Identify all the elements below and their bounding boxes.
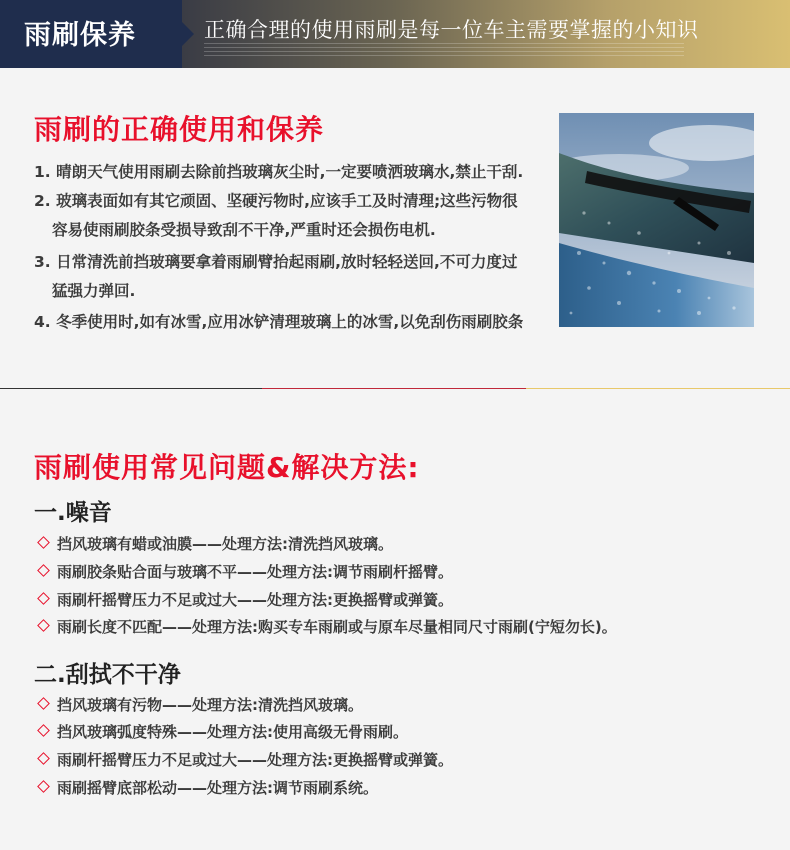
rule-line: 3. 日常清洗前挡玻璃要拿着雨刷臂抬起雨刷,放时轻轻送回,不可力度过: [34, 253, 518, 271]
list-item-text: 雨刷杆摇臂压力不足或过大——处理方法:更换摇臂或弹簧。: [57, 591, 454, 609]
windshield-wiper-photo: [559, 113, 754, 327]
list-item-text: 雨刷胶条贴合面与玻璃不平——处理方法:调节雨刷杆摇臂。: [57, 563, 454, 581]
diamond-outline-icon: [37, 752, 50, 765]
section-title-usage-care: 雨刷的正确使用和保养: [34, 113, 325, 146]
rule-line: 1. 晴朗天气使用雨刷去除前挡玻璃灰尘时,一定要喷洒玻璃水,禁止干刮.: [34, 163, 524, 181]
banner-fine-print-texture: [204, 42, 684, 56]
rule-line: 猛强力弹回.: [52, 282, 136, 300]
subheading-unclean: 二.刮拭不干净: [34, 662, 181, 688]
list-item-text: 挡风玻璃弧度特殊——处理方法:使用高级无骨雨刷。: [57, 723, 409, 741]
list-item-text: 雨刷长度不匹配——处理方法:购买专车雨刷或与原车尽量相同尺寸雨刷(宁短勿长)。: [57, 618, 617, 636]
diamond-outline-icon: [37, 724, 50, 737]
diamond-outline-icon: [37, 780, 50, 793]
divider-segment: [262, 388, 526, 389]
section-divider: [0, 388, 790, 390]
divider-segment: [0, 388, 262, 389]
list-item-text: 雨刷摇臂底部松动——处理方法:调节雨刷系统。: [57, 779, 379, 797]
rule-line: 容易使雨刷胶条受损导致刮不干净,严重时还会损伤电机.: [52, 221, 436, 239]
diamond-outline-icon: [37, 619, 50, 632]
banner-title: 雨刷保养: [24, 20, 136, 51]
diamond-outline-icon: [37, 697, 50, 710]
triangle-right-icon: [182, 22, 194, 46]
subheading-noise: 一.噪音: [34, 500, 112, 526]
header-banner: [0, 0, 790, 68]
banner-subtitle: 正确合理的使用雨刷是每一位车主需要掌握的小知识: [204, 18, 699, 42]
section-title-problems-solutions: 雨刷使用常见问题&解决方法:: [34, 451, 420, 484]
list-item-text: 挡风玻璃有污物——处理方法:清洗挡风玻璃。: [57, 696, 364, 714]
divider-segment: [526, 388, 790, 389]
list-item-text: 挡风玻璃有蜡或油膜——处理方法:清洗挡风玻璃。: [57, 535, 394, 553]
list-item-text: 雨刷杆摇臂压力不足或过大——处理方法:更换摇臂或弹簧。: [57, 751, 454, 769]
windshield-wiper-illustration: [559, 113, 754, 327]
diamond-outline-icon: [37, 592, 50, 605]
rule-line: 4. 冬季使用时,如有冰雪,应用冰铲清理玻璃上的冰雪,以免刮伤雨刷胶条: [34, 313, 524, 331]
diamond-outline-icon: [37, 564, 50, 577]
rule-line: 2. 玻璃表面如有其它顽固、坚硬污物时,应该手工及时清理;这些污物很: [34, 192, 518, 210]
diamond-outline-icon: [37, 536, 50, 549]
